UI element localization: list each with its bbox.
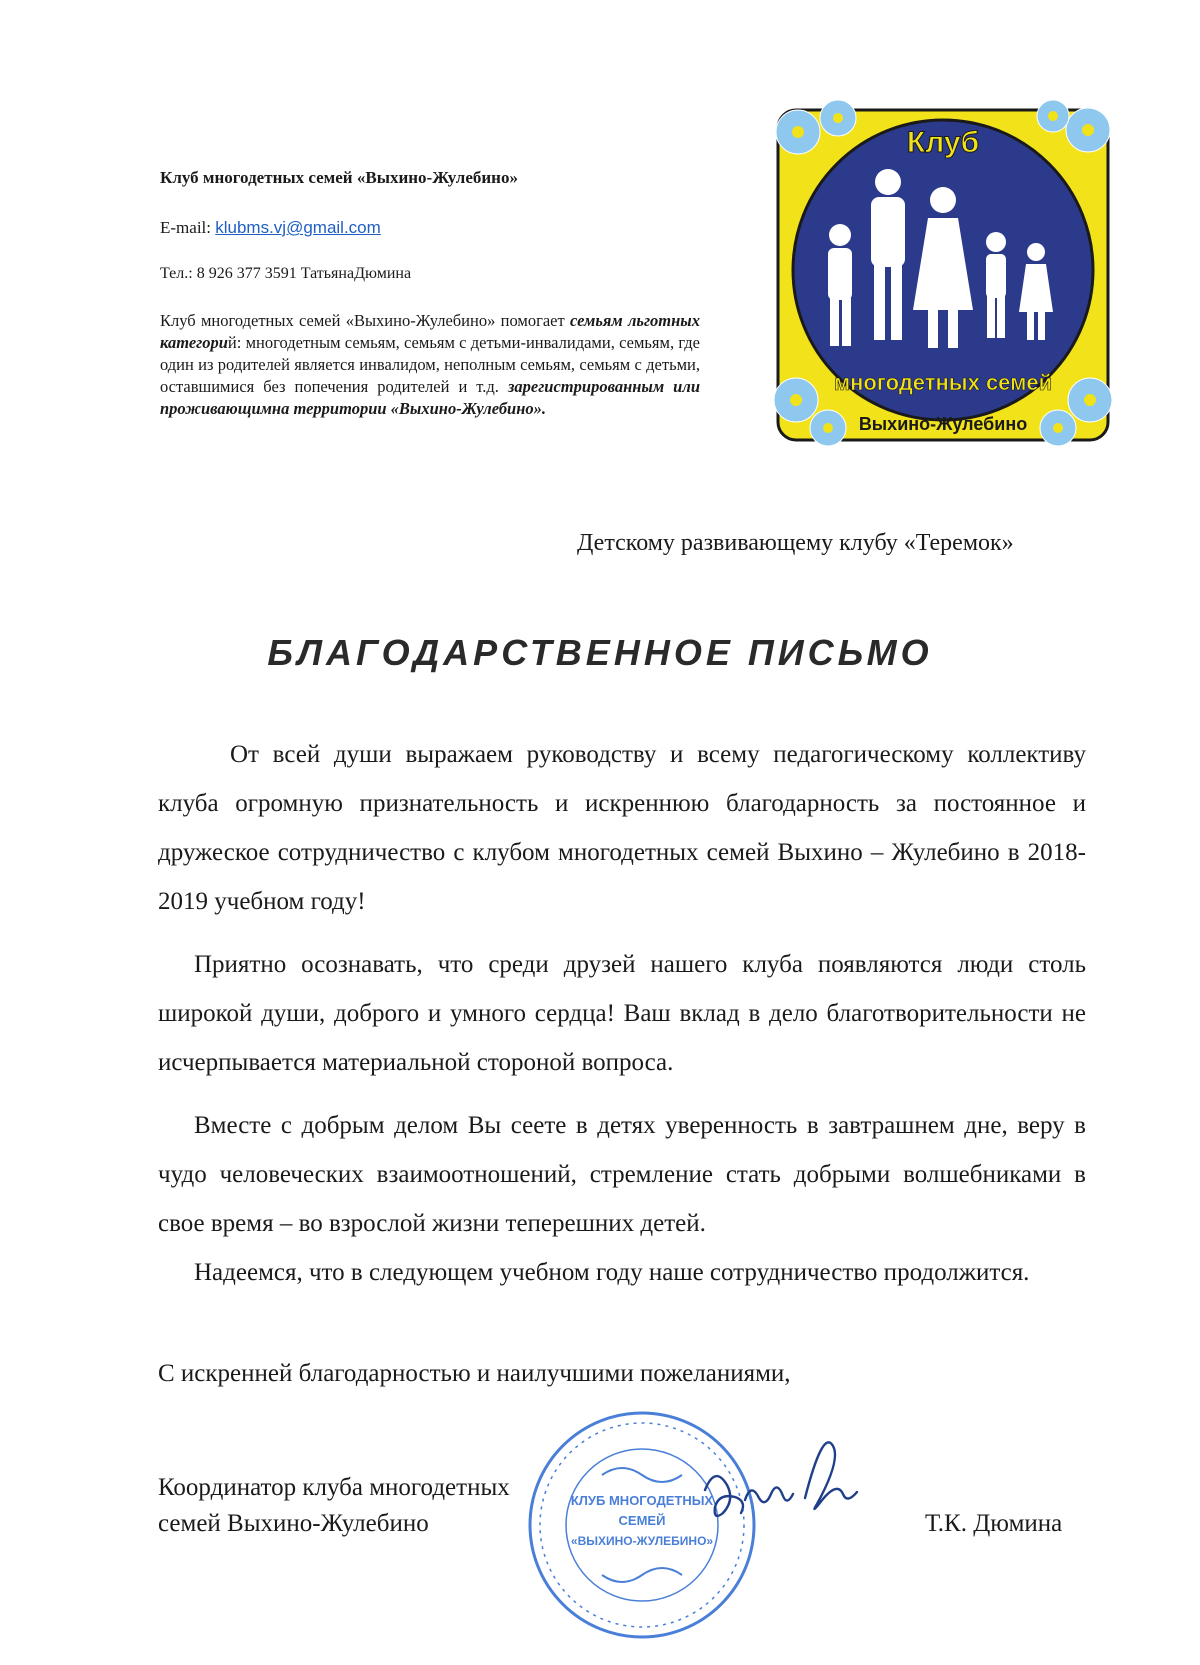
email-label: E-mail:: [160, 218, 216, 237]
org-description: [160, 310, 700, 420]
phone-line: Тел.: 8 926 377 3591 ТатьянаДюмина: [160, 265, 412, 282]
desc-part-2: семьям льготных категори: [160, 311, 700, 352]
letter-body: [158, 730, 1086, 1297]
paragraph-4: Надеемся, что в следующем учебном году наше сотрудничество продолжится.: [194, 1259, 1030, 1286]
addressee: Детскому развивающему клубу «Теремок»: [577, 530, 1014, 556]
desc-part-4: зарегистрированным или проживающимна территории «Выхино-Жулебино».: [160, 377, 700, 418]
stamp-line-3: «ВЫХИНО-ЖУЛЕБИНО»: [570, 1534, 714, 1548]
logo-top-text: Клуб: [906, 126, 980, 159]
stamp-line-2: СЕМЕЙ: [618, 1513, 666, 1528]
closing-line: С искренней благодарностью и наилучшими пожеланиями,: [158, 1360, 791, 1387]
signer-role-line-2: семей Выхино-Жулебино: [158, 1510, 429, 1537]
signer-role-line-1: Координатор клуба многодетных: [158, 1474, 510, 1501]
paragraph-1: От всей души выражаем руководству и всему педагогическому коллективу клуба огромную признательность и искреннюю благодарность за постоянное и дружеское сотрудничество с клубом многодетных семей Выхино – Жулебино в 2018-2019 учебном году!: [158, 741, 1086, 915]
desc-part-1: Клуб многодетных семей «Выхино-Жулебино» помогает: [160, 311, 570, 330]
stamp-line-1: КЛУБ МНОГОДЕТНЫХ: [570, 1493, 714, 1508]
club-logo-graphic: [768, 100, 1118, 460]
desc-part-3: й: многодетным семьям, семьям с детьми-инвалидами, семьям, где один из родителей является инвалидом, неполным семьям, семьям с детьми, оставшимися без попечения родителей и т.д.: [160, 333, 700, 396]
logo-bottom-text: Выхино-Жулебино: [858, 414, 1028, 434]
paragraph-2: Приятно осознавать, что среди друзей нашего клуба появляются люди столь широкой души, доброго и умного сердца! Ваш вклад в дело благотворительности не исчерпывается материальной стороной вопроса.: [158, 951, 1086, 1076]
club-logo: [768, 100, 1118, 460]
handwritten-signature: [700, 1430, 870, 1540]
signer-name: Т.К. Дюмина: [925, 1510, 1063, 1537]
document-title: БЛАГОДАРСТВЕННОЕ ПИСЬМО: [267, 632, 933, 673]
paragraph-3: Вместе с добрым делом Вы сеете в детях уверенность в завтрашнем дне, веру в чудо человеческих взаимоотношений, стремление стать добрыми волшебниками в свое время – во взрослой жизни теперешних детей.: [158, 1112, 1086, 1237]
email-line: [160, 218, 381, 238]
logo-middle-text: многодетных семей: [833, 370, 1053, 395]
signer-role: [158, 1470, 510, 1542]
signature-graphic: [700, 1430, 870, 1540]
org-name: Клуб многодетных семей «Выхино-Жулебино»: [160, 168, 518, 187]
email-link[interactable]: klubms.vj@gmail.com: [215, 218, 381, 237]
